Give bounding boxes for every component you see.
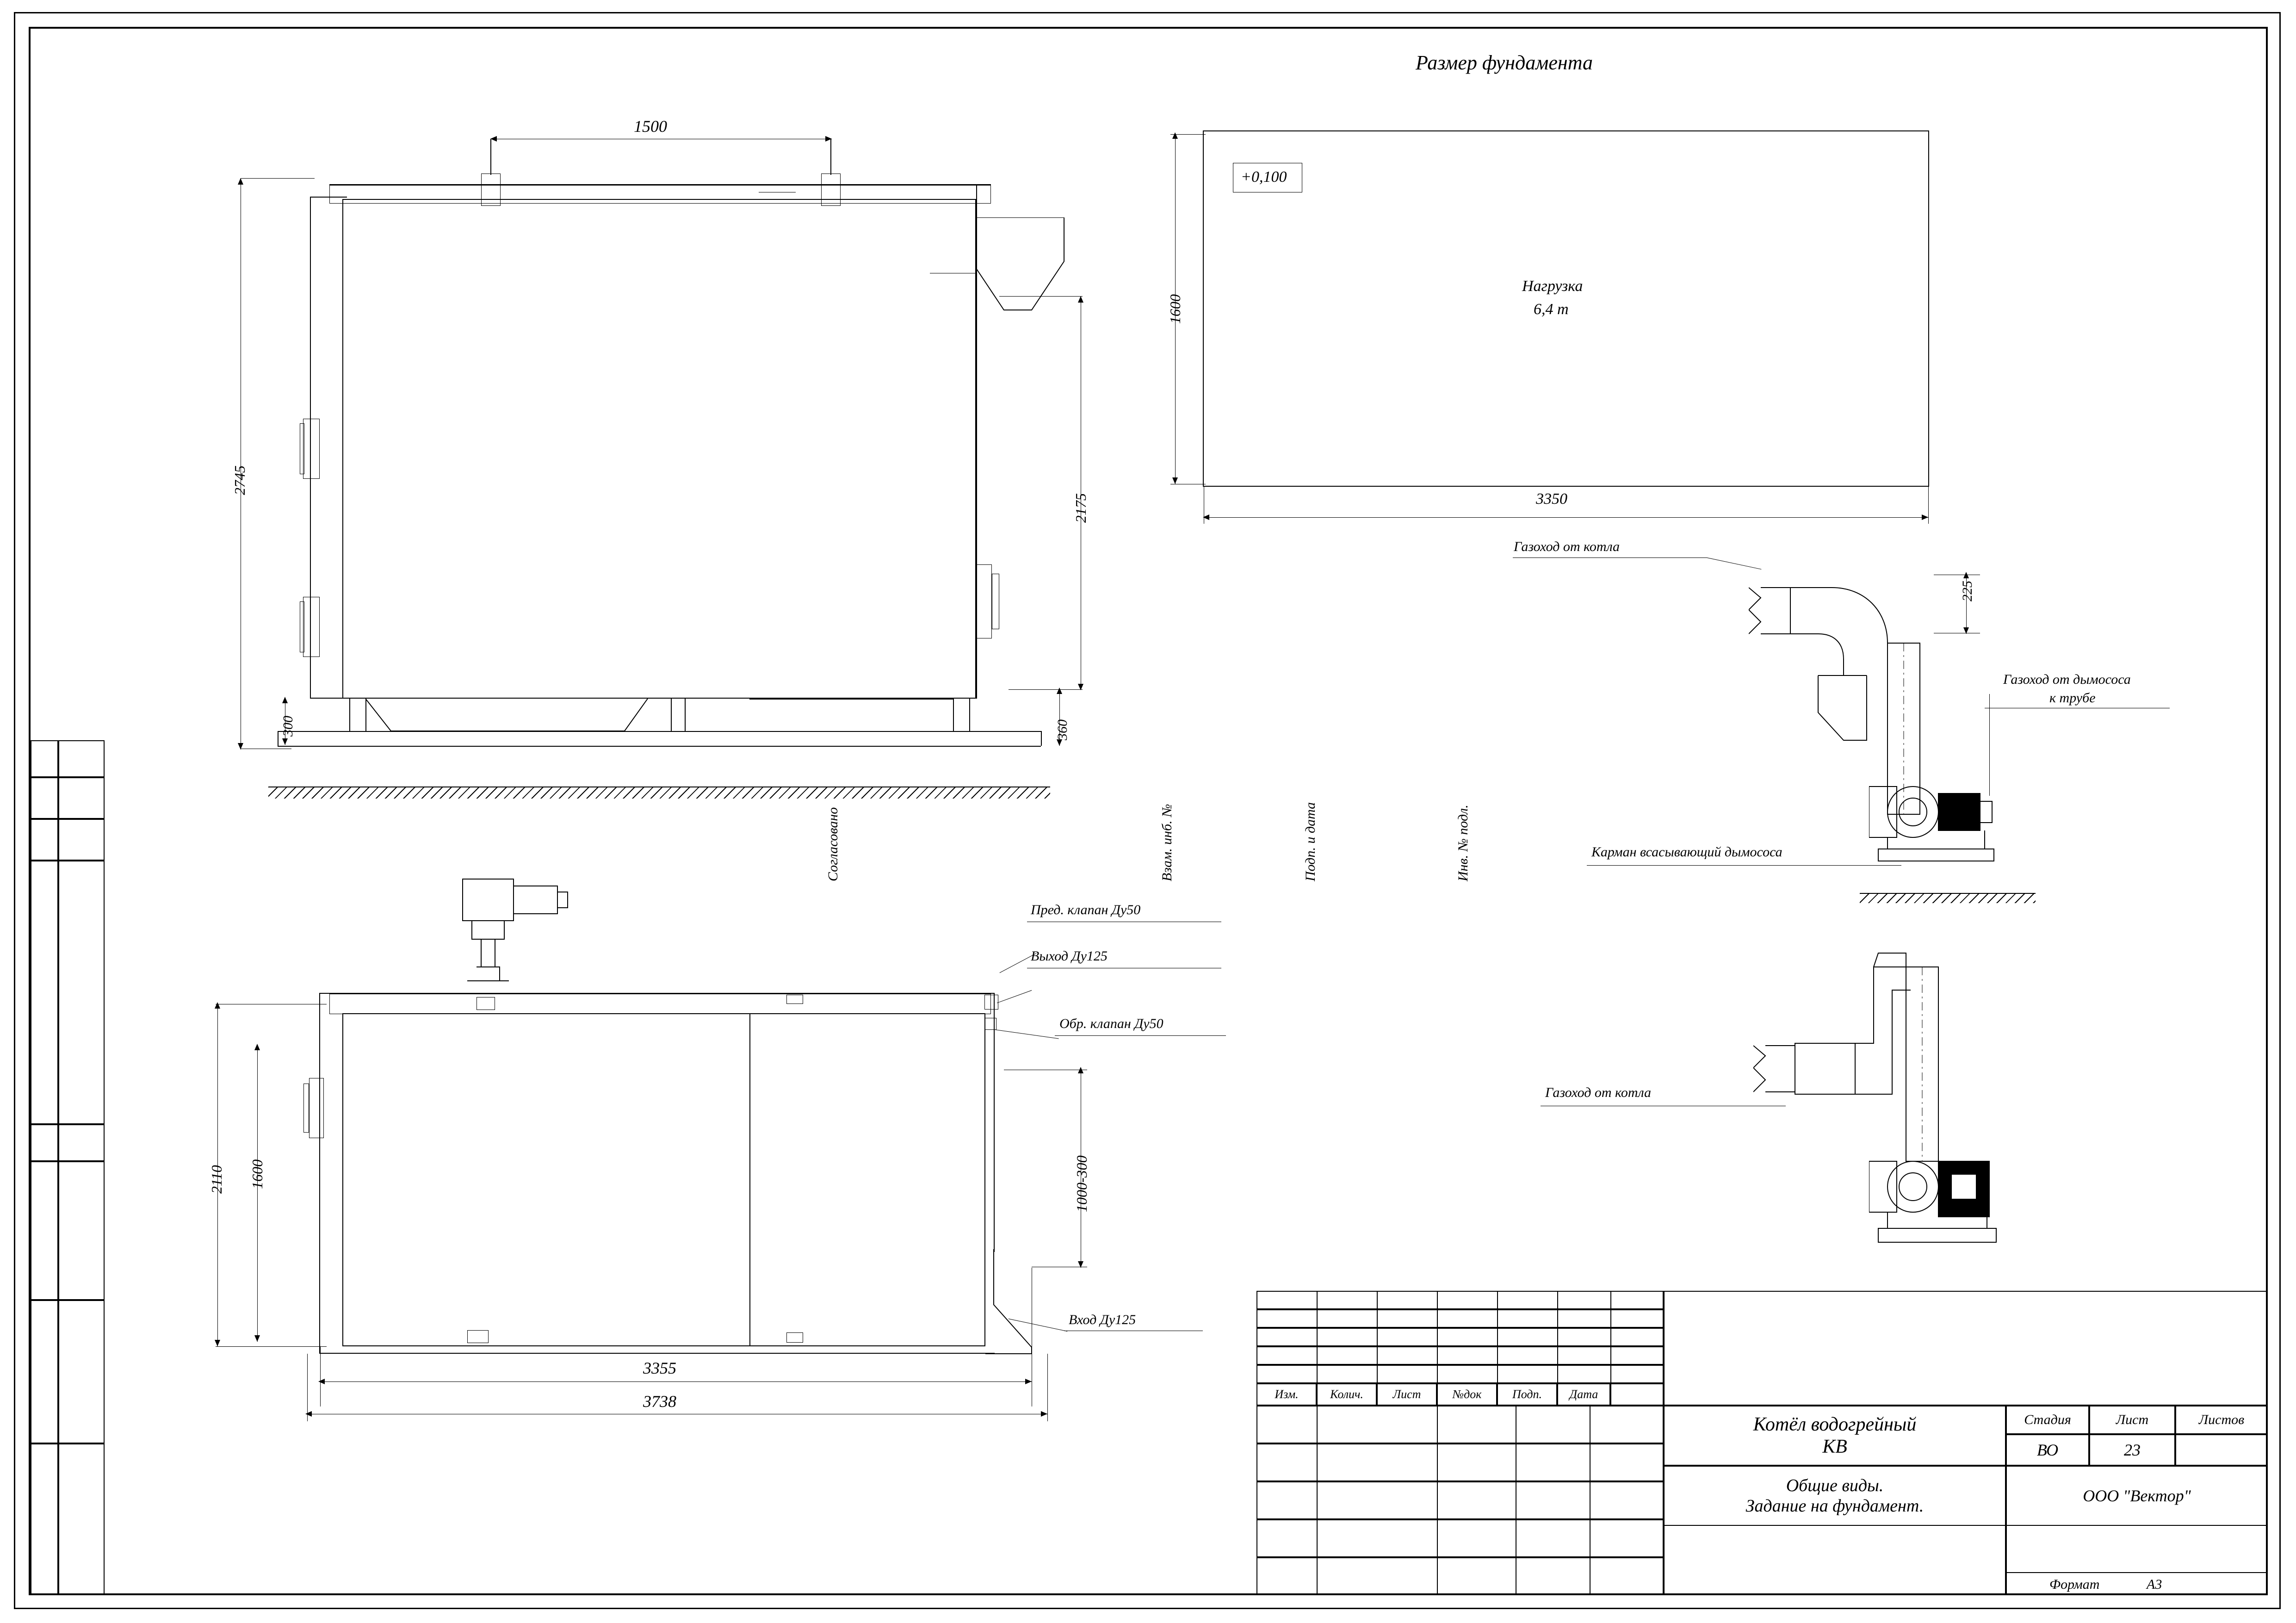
- dim-3350-arrow-right: [1922, 514, 1928, 520]
- plan-left-door: [309, 1078, 324, 1138]
- dim-1600p-arrow-up: [254, 1044, 260, 1050]
- boiler-plan-divider: [749, 1013, 750, 1346]
- rev-col-sep: [1557, 1291, 1558, 1383]
- dim-1600p-line: [257, 1046, 258, 1342]
- rev-row: [1256, 1346, 1664, 1365]
- label-gas-duct-from-boiler-1: Газоход от котла: [1514, 539, 1620, 554]
- sign-row: [1256, 1519, 1664, 1557]
- ash-hopper-side: [365, 699, 768, 736]
- plan-nozzle-a: [984, 995, 998, 1010]
- plan-nozzle-b: [984, 1018, 996, 1030]
- plan-fitting-3: [467, 1330, 489, 1343]
- base-plate-bottom: [278, 746, 1041, 747]
- foundation-size-title: Размер фундамента: [1416, 51, 1593, 74]
- sheets-header: Листов: [2175, 1406, 2268, 1434]
- load-value: 6,4 т: [1534, 301, 1569, 318]
- margin-label-2: [31, 1161, 58, 1300]
- dim-1000-300-arrow-up: [1078, 1067, 1083, 1073]
- base-plate-right: [1041, 731, 1042, 746]
- rev-header-blank: [1610, 1383, 1664, 1406]
- sign-row: [1256, 1443, 1664, 1481]
- dim-1000-300-text: 1000-300: [1073, 1155, 1090, 1212]
- leg-5: [953, 699, 954, 731]
- label-gas-duct-exhauster: Газоход от дымососа: [2003, 672, 2131, 687]
- margin-cell: [58, 777, 105, 819]
- margin-text-podp: Подп. и дата: [1303, 802, 1318, 881]
- plan-left-door-flange: [303, 1084, 309, 1133]
- rev-col-sep: [1497, 1291, 1498, 1383]
- sign-col-sep: [1317, 1406, 1318, 1595]
- dim-3738-text: 3738: [643, 1392, 676, 1411]
- leg-6: [969, 699, 970, 731]
- dim-1600p-text: 1600: [249, 1159, 266, 1189]
- margin-cell: [58, 1161, 105, 1300]
- margin-cell: [58, 861, 105, 1124]
- margin-cell: [58, 1124, 105, 1161]
- stage-header: Стадия: [2006, 1406, 2089, 1434]
- dim-3355-text: 3355: [643, 1359, 676, 1377]
- dim-300-arrow-up: [282, 697, 288, 703]
- leader-suction-pocket: [1587, 865, 1901, 866]
- label-suction-pocket: Карман всасывающий дымососа: [1591, 844, 1782, 860]
- ground-hatch-duct1: [1860, 893, 2036, 903]
- boiler-side-body: [342, 199, 976, 699]
- ground-hatch-side: [268, 787, 1050, 799]
- object-name-line2: КВ: [1822, 1436, 1847, 1457]
- load-label: Нагрузка: [1522, 278, 1583, 295]
- rev-col-sep: [1437, 1291, 1438, 1383]
- hopper-right-flat: [749, 699, 953, 700]
- boiler-plan-left-line: [319, 993, 320, 1354]
- rev-col-sep: [1610, 1291, 1611, 1383]
- dim-2745-ext-top: [241, 178, 315, 179]
- rev-col-sep: [1377, 1291, 1378, 1383]
- dim-2175-ext-top: [999, 296, 1083, 297]
- margin-cell: [31, 819, 58, 861]
- margin-cell: [58, 819, 105, 861]
- dim-3355-ext-left: [320, 1346, 321, 1406]
- label-to-pipe: к трубе: [2049, 690, 2096, 706]
- boiler-plan-top-band: [329, 994, 991, 1014]
- margin-cell: [31, 740, 58, 777]
- leg-1: [349, 699, 350, 731]
- dim-2110-ext-bot: [216, 1346, 327, 1347]
- boiler-side-top-plate: [329, 185, 991, 204]
- company-cell: ООО "Вектор": [2006, 1466, 2268, 1526]
- dim-2175-text: 2175: [1072, 493, 1089, 523]
- dim-3738-ext-right: [1047, 1354, 1048, 1421]
- stage-value: ВО: [2006, 1434, 2089, 1466]
- boiler-plan-body: [342, 1013, 985, 1346]
- plan-fitting-4: [786, 1332, 803, 1343]
- lifting-lug-right-stem: [830, 139, 831, 175]
- format-label: Формат: [2049, 1577, 2100, 1592]
- sheets-value: [2175, 1434, 2268, 1466]
- dim-3350-text: 3350: [1536, 490, 1567, 508]
- dim-3738-ext-left: [307, 1354, 308, 1421]
- dim-2110-arrow-up: [215, 1002, 220, 1009]
- format-separator: [2006, 1572, 2268, 1573]
- dim-225-text: 225: [1960, 581, 1975, 601]
- rev-row: [1256, 1328, 1664, 1346]
- rev-header-izm: Изм.: [1256, 1383, 1317, 1406]
- margin-text-inv: Инв. № подл.: [1455, 805, 1471, 881]
- rev-header-podp: Подп.: [1497, 1383, 1557, 1406]
- rev-row: [1256, 1291, 1664, 1309]
- margin-label-3: [31, 1300, 58, 1443]
- object-name-cell: [1664, 1406, 2006, 1466]
- rev-row: [1256, 1365, 1664, 1383]
- dim-3350-ext-right: [1928, 487, 1929, 524]
- dim-3355-arrow-right: [1025, 1379, 1032, 1384]
- plan-outlet-taper: [985, 1249, 1046, 1356]
- dim-360-arrow-up: [1057, 688, 1062, 694]
- margin-cell: [58, 1300, 105, 1443]
- plan-fitting-2: [786, 995, 803, 1004]
- tb-top-blank: [1664, 1291, 2268, 1406]
- margin-label-4: [31, 1443, 58, 1594]
- dim-300-arrow-down: [282, 738, 288, 745]
- doc-name-line2: Задание на фундамент.: [1745, 1496, 1924, 1516]
- boiler-plan-bottom-line: [319, 1353, 995, 1354]
- boiler-side-bottom-ledge: [310, 698, 347, 699]
- outlet-duct-side: [976, 217, 1069, 328]
- dim-2110-arrow-down: [215, 1340, 220, 1346]
- margin-text-vzam: Взам. инб. №: [1159, 804, 1175, 881]
- rev-header-list: Лист: [1377, 1383, 1437, 1406]
- label-return-valve: Обр. клапан Ду50: [1059, 1016, 1163, 1031]
- dim-3738-arrow-right: [1041, 1411, 1047, 1417]
- label-safety-valve: Пред. клапан Ду50: [1031, 902, 1141, 917]
- tb-bottom-left-blank: [1664, 1526, 2006, 1595]
- leader-return-valve: [1055, 1035, 1226, 1036]
- dim-3738-arrow-left: [305, 1411, 312, 1417]
- side-door-upper: [303, 419, 320, 479]
- rev-row: [1256, 1309, 1664, 1328]
- dim-360-text: 360: [1055, 719, 1070, 740]
- dim-3350-line: [1205, 517, 1928, 518]
- label-gas-duct-from-boiler-2: Газоход от котла: [1545, 1085, 1652, 1100]
- margin-cell: [31, 777, 58, 819]
- dim-225-arrow-up: [1963, 572, 1969, 578]
- leader-exhauster-v: [1989, 694, 1990, 796]
- side-door-lower: [303, 597, 320, 657]
- boiler-plan-right-line: [994, 993, 995, 1252]
- dim-1500-arrow-left: [490, 136, 497, 142]
- rev-header-data: Дата: [1557, 1383, 1610, 1406]
- side-door-upper-flange: [300, 423, 304, 474]
- margin-cell: [31, 1124, 58, 1161]
- sign-col-sep: [1437, 1406, 1438, 1595]
- boiler-side-top-line: [329, 184, 991, 185]
- title-block: [1256, 1291, 2268, 1595]
- dim-3355-line: [320, 1381, 1032, 1382]
- smoke-exhauster-lower: [1869, 1143, 2026, 1282]
- lifting-lug-left-stem: [490, 139, 491, 175]
- dim-360-arrow-down: [1057, 739, 1062, 746]
- dim-2745-arrow-up: [238, 178, 243, 185]
- margin-text-soglasovano: Согласовано: [825, 807, 841, 881]
- dim-1600-arrow-up: [1172, 132, 1178, 139]
- dim-1600-text: 1600: [1167, 294, 1183, 324]
- rev-header-ndok: №док: [1437, 1383, 1497, 1406]
- burner-nozzle-side: [992, 574, 999, 629]
- boiler-plan-top-line: [319, 993, 995, 994]
- dim-1500-text: 1500: [634, 117, 667, 136]
- sign-row: [1256, 1406, 1664, 1443]
- tb-bottom-right-blank: [2006, 1526, 2268, 1595]
- side-door-lower-flange: [300, 601, 304, 652]
- dim-1600-arrow-down: [1172, 477, 1178, 484]
- sign-row: [1256, 1481, 1664, 1519]
- margin-label-1: [31, 861, 58, 1124]
- label-outlet: Выход Ду125: [1031, 948, 1108, 964]
- dim-2110-text: 2110: [208, 1165, 225, 1194]
- sheet-value: 23: [2089, 1434, 2175, 1466]
- plan-blower-assembly: [444, 865, 583, 999]
- dim-1600p-arrow-down: [254, 1335, 260, 1342]
- lifting-lug-left: [481, 173, 501, 206]
- elevation-text: +0,100: [1241, 168, 1287, 186]
- boiler-side-top-ledge: [310, 197, 347, 198]
- sign-row: [1256, 1557, 1664, 1595]
- margin-cell: [58, 1443, 105, 1594]
- object-name-line1: Котёл водогрейный: [1753, 1414, 1917, 1435]
- rev-header-kolich: Колич.: [1317, 1383, 1377, 1406]
- doc-name-cell: [1664, 1466, 2006, 1526]
- dim-2175-ext-bot: [1009, 689, 1083, 690]
- dim-3355-arrow-left: [318, 1379, 325, 1384]
- dim-1600-ext-top: [1170, 134, 1206, 135]
- burner-flange-side: [976, 564, 992, 638]
- dim-1500-arrow-right: [825, 136, 832, 142]
- format-value: А3: [2147, 1577, 2162, 1592]
- smoke-exhauster-upper: [1869, 768, 2022, 898]
- rev-col-sep: [1317, 1291, 1318, 1383]
- dim-2745-text: 2745: [231, 465, 248, 495]
- doc-name-line1: Общие виды.: [1786, 1476, 1884, 1495]
- sheet-header: Лист: [2089, 1406, 2175, 1434]
- label-inlet: Вход Ду125: [1069, 1312, 1136, 1327]
- dim-300-text: 300: [280, 716, 296, 737]
- margin-cell: [58, 740, 105, 777]
- lifting-lug-right: [821, 173, 841, 206]
